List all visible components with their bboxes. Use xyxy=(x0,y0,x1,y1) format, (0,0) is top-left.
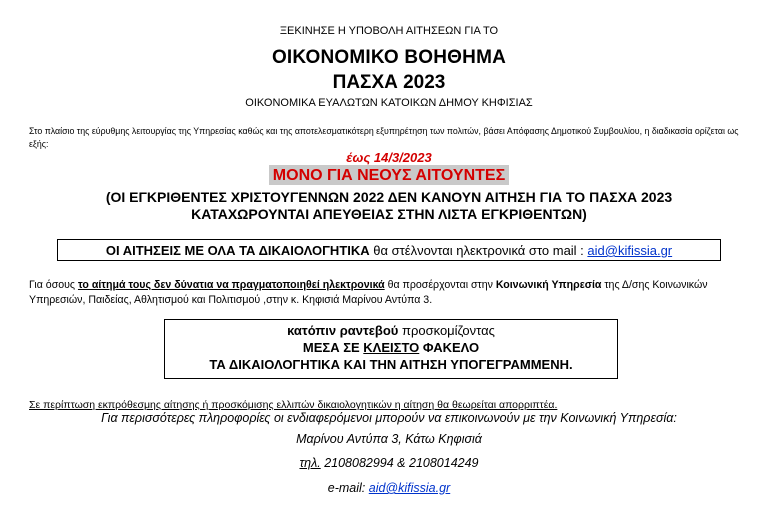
contact-info-line: Για περισσότερες πληροφορίες οι ενδιαφερόμενοι μπορούν να επικοινωνούν με την Κοινωνική Υπηρεσία: xyxy=(101,411,677,425)
box2-line2-underlined: ΚΛΕΙΣΤΟ xyxy=(363,340,420,355)
late-application-note: Σε περίπτωση εκπρόθεσμης αίτησης ή προσκόμισης ελλιπών δικαιολογητικών η αίτηση θα θεωρείται απορριπτέα. xyxy=(29,399,558,411)
para2-part2: θα προσέρχονται στην xyxy=(384,279,496,291)
contact-email-link[interactable]: aid@kifissia.gr xyxy=(368,481,451,495)
email-box-bold: ΟΙ ΑΙΤΗΣΕΙΣ ΜΕ ΟΛΑ ΤΑ ΔΙΚΑΙΟΛΟΓΗΤΙΚΑ xyxy=(105,243,370,258)
deadline-text: έως 14/3/2023 xyxy=(346,150,432,165)
contact-email xyxy=(0,481,778,495)
box2-line1-rest: προσκομίζοντας xyxy=(398,323,495,338)
email-submission-box xyxy=(57,239,721,261)
para2-part3: της Δ/σης Κοινωνικών Υπηρεσιών, Παιδείας, Αθλητισμού και Πολιτισμού ,στην κ. Κηφισιά Μαρίνου Αντύπα 3. xyxy=(29,279,708,306)
only-new-applicants-wrap xyxy=(0,165,778,185)
para2-bold: Κοινωνική Υπηρεσία xyxy=(495,279,602,291)
box2-line2-post: ΦΑΚΕΛΟ xyxy=(419,340,480,355)
announcement-subtitle: ΞΕΚΙΝΗΣΕ Η ΥΠΟΒΟΛΗ ΑΙΤΗΣΕΩΝ ΓΙΑ ΤΟ xyxy=(279,25,499,37)
contact-address: Μαρίνου Αντύπα 3, Κάτω Κηφισιά xyxy=(296,432,482,446)
contact-phone xyxy=(0,456,778,470)
title-line-2: ΠΑΣΧΑ 2023 xyxy=(332,72,446,93)
box2-line2 xyxy=(165,339,617,356)
para2-underlined: το αίτημά τους δεν δύνατια να πραγματοποιηθεί ηλεκτρονικά xyxy=(77,279,385,291)
email-link[interactable]: aid@kifissia.gr xyxy=(587,243,673,258)
in-person-paragraph xyxy=(29,278,754,308)
approved-note-line-2: ΚΑΤΑΧΩΡΟΥΝΤΑΙ ΑΠΕΥΘΕΙΑΣ ΣΤΗΝ ΛΙΣΤΑ ΕΓΚΡΙΘΕΝΤΩΝ) xyxy=(191,206,587,222)
email-box-text: θα στέλνονται ηλεκτρονικά στο mail : xyxy=(369,243,588,258)
para2-part1: Για όσους xyxy=(29,279,78,291)
phone-numbers: 2108082994 & 2108014249 xyxy=(320,456,479,470)
phone-label: τηλ. xyxy=(299,456,321,470)
box2-line1 xyxy=(165,322,617,339)
approved-note-line-1: (ΟΙ ΕΓΚΡΙΘΕΝΤΕΣ ΧΡΙΣΤΟΥΓΕΝΝΩΝ 2022 ΔΕΝ ΚΑΝΟΥΝ ΑΙΤΗΣΗ ΓΙΑ ΤΟ ΠΑΣΧΑ 2023 xyxy=(105,189,673,205)
box2-line3: ΤΑ ΔΙΚΑΙΟΛΟΓΗΤΙΚΑ ΚΑΙ ΤΗΝ ΑΙΤΗΣΗ ΥΠΟΓΕΓΡΑΜΜΕΝΗ. xyxy=(209,357,573,372)
sealed-envelope-box xyxy=(164,319,618,379)
box2-line2-pre: ΜΕΣΑ ΣΕ xyxy=(302,340,364,355)
only-new-applicants-banner: ΜΟΝΟ ΓΙΑ ΝΕΟΥΣ ΑΙΤΟΥΝΤΕΣ xyxy=(269,165,509,185)
beneficiaries-subtitle: ΟΙΚΟΝΟΜΙΚΑ ΕΥΑΛΩΤΩΝ ΚΑΤΟΙΚΩΝ ΔΗΜΟΥ ΚΗΦΙΣΙΑΣ xyxy=(245,97,533,109)
box2-line1-bold: κατόπιν ραντεβού xyxy=(287,323,399,338)
email-label: e-mail: xyxy=(327,481,369,495)
title-line-1: ΟΙΚΟΝΟΜΙΚΟ ΒΟΗΘΗΜΑ xyxy=(271,47,507,68)
intro-paragraph: Στο πλαίσιο της εύρυθμης λειτουργίας της Υπηρεσίας καθώς και της αποτελεσματικότερη εξυπηρέτηση των πολιτών, βάσει Απόφασης Δημοτικού Συμβουλίου, η διαδικασία ορίζεται ως εξής: xyxy=(29,126,739,149)
